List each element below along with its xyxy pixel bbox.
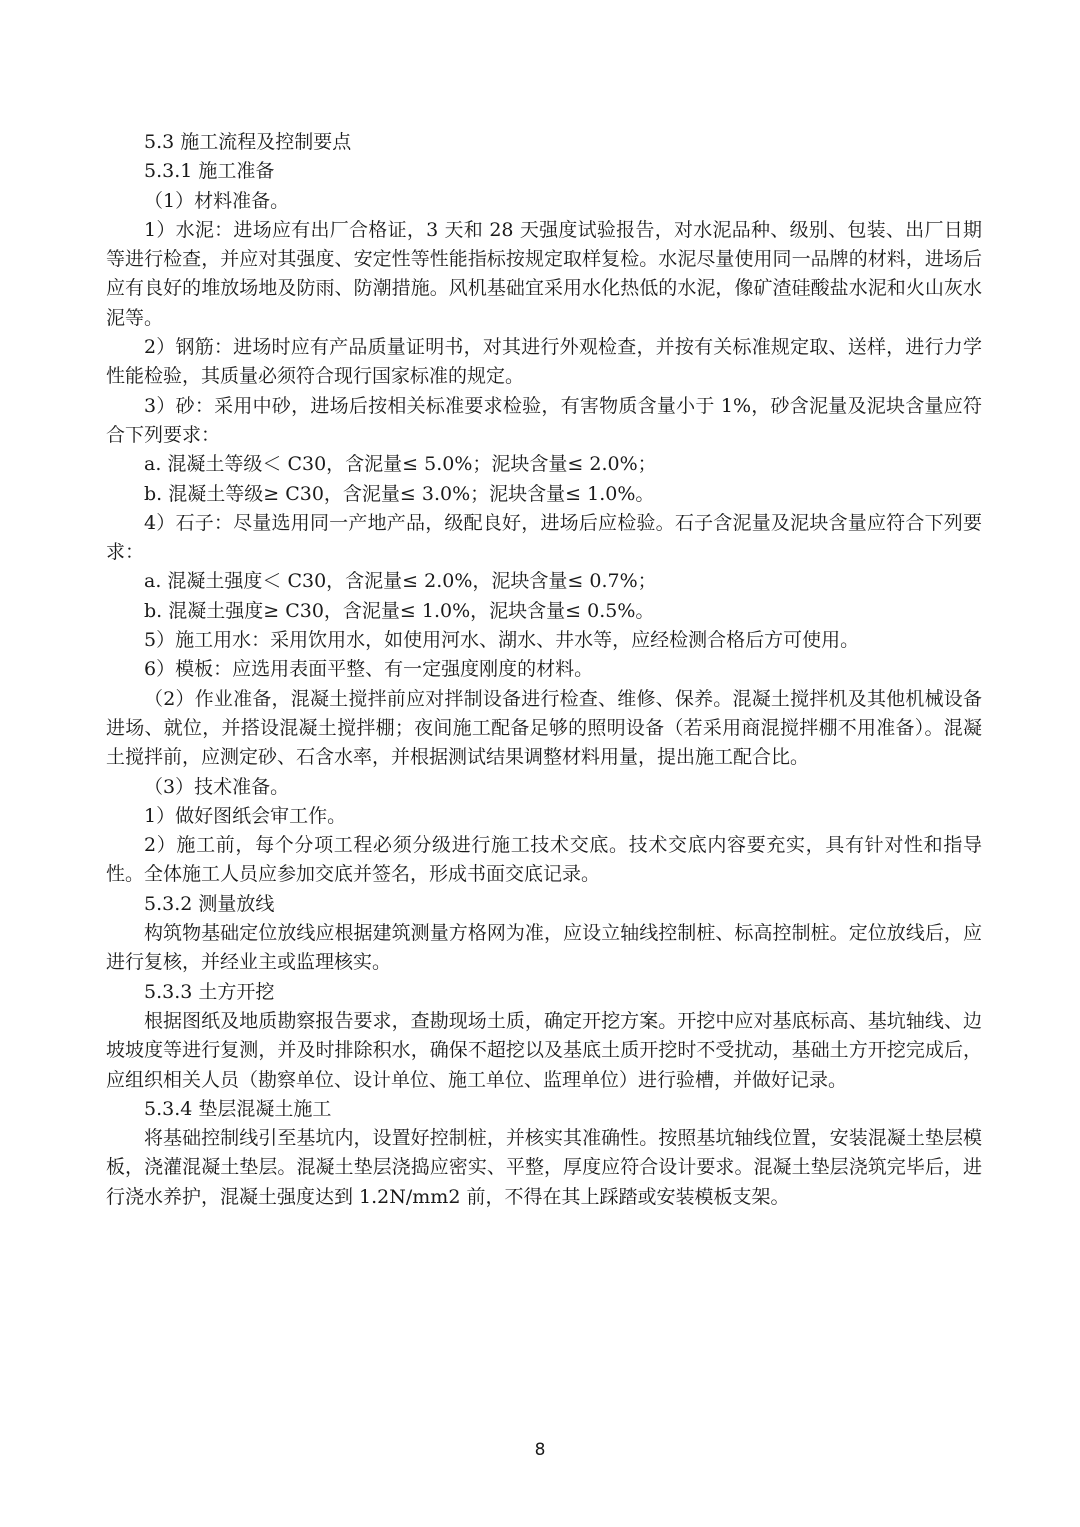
page-number: 8 <box>534 1440 546 1460</box>
paragraph: 将基础控制线引至基坑内，设置好控制桩，并核实其准确性。按照基坑轴线位置，安装混凝土垫层模板，浇灌混凝土垫层。混凝土垫层浇捣应密实、平整，厚度应符合设计要求。混凝土垫层浇筑完毕后，进行浇水养护，混凝土强度达到 1.2N/mm2 前，不得在其上踩踏或安装模板支架。 <box>106 1127 982 1208</box>
paragraph: 构筑物基础定位放线应根据建筑测量方格网为准，应设立轴线控制桩、标高控制桩。定位放线后，应进行复核，并经业主或监理核实。 <box>106 922 982 974</box>
subsection-heading: 5.3.4 垫层混凝土施工 <box>144 1097 332 1120</box>
subsection-heading: 5.3.2 测量放线 <box>144 892 275 915</box>
list-item: b. 混凝土强度≥ C30，含泥量≤ 1.0%，泥块含量≤ 0.5%。 <box>144 599 655 622</box>
list-item: a. 混凝土强度＜ C30，含泥量≤ 2.0%，泥块含量≤ 0.7%； <box>144 570 657 593</box>
paragraph: 3）砂：采用中砂，进场后按相关标准要求检验，有害物质含量小于 1%，砂含泥量及泥块含量应符合下列要求： <box>106 394 982 446</box>
paragraph: 6）模板：应选用表面平整、有一定强度刚度的材料。 <box>144 658 594 681</box>
paragraph: （3）技术准备。 <box>144 775 290 798</box>
paragraph: （2）作业准备，混凝土搅拌前应对拌制设备进行检查、维修、保养。混凝土搅拌机及其他机械设备进场、就位，并搭设混凝土搅拌棚；夜间施工配备足够的照明设备（若采用商混搅拌棚不用准备）。混凝土搅拌前，应测定砂、石含水率，并根据测试结果调整材料用量，提出施工配合比。 <box>106 687 982 769</box>
paragraph: 2）钢筋：进场时应有产品质量证明书，对其进行外观检查，并按有关标准规定取、送样，进行力学性能检验，其质量必须符合现行国家标准的规定。 <box>106 336 982 388</box>
list-item: b. 混凝土等级≥ C30，含泥量≤ 3.0%；泥块含量≤ 1.0%。 <box>144 482 655 505</box>
paragraph: 1）做好图纸会审工作。 <box>144 804 347 827</box>
section-heading: 5.3 施工流程及控制要点 <box>144 131 352 153</box>
list-item: a. 混凝土等级＜ C30，含泥量≤ 5.0%；泥块含量≤ 2.0%； <box>144 453 657 476</box>
paragraph: 1）水泥：进场应有出厂合格证，3 天和 28 天强度试验报告，对水泥品种、级别、包装、出厂日期等进行检查，并应对其强度、安定性等性能指标按规定取样复检。水泥尽量使用同一品牌的材料，进场后应有良好的堆放场地及防雨、防潮措施。风机基础宜采用水化热低的水泥，像矿渣硅酸盐水泥和火山灰水泥等。 <box>106 218 982 329</box>
subsection-heading: 5.3.1 施工准备 <box>144 160 275 183</box>
paragraph: 4）石子：尽量选用同一产地产品，级配良好，进场后应检验。石子含泥量及泥块含量应符合下列要求： <box>106 511 982 564</box>
paragraph: （1）材料准备。 <box>144 189 290 212</box>
subsection-heading: 5.3.3 土方开挖 <box>144 980 275 1003</box>
paragraph: 根据图纸及地质勘察报告要求，查勘现场土质，确定开挖方案。开挖中应对基底标高、基坑轴线、边坡坡度等进行复测，并及时排除积水，确保不超挖以及基底土质开挖时不受扰动，基础土方开挖完成后，应组织相关人员（勘察单位、设计单位、施工单位、监理单位）进行验槽，并做好记录。 <box>106 1009 982 1091</box>
paragraph: 2）施工前，每个分项工程必须分级进行施工技术交底。技术交底内容要充实，具有针对性和指导性。全体施工人员应参加交底并签名，形成书面交底记录。 <box>106 834 982 886</box>
paragraph: 5）施工用水：采用饮用水，如使用河水、湖水、井水等，应经检测合格后方可使用。 <box>144 629 860 652</box>
document-body <box>106 128 982 1212</box>
